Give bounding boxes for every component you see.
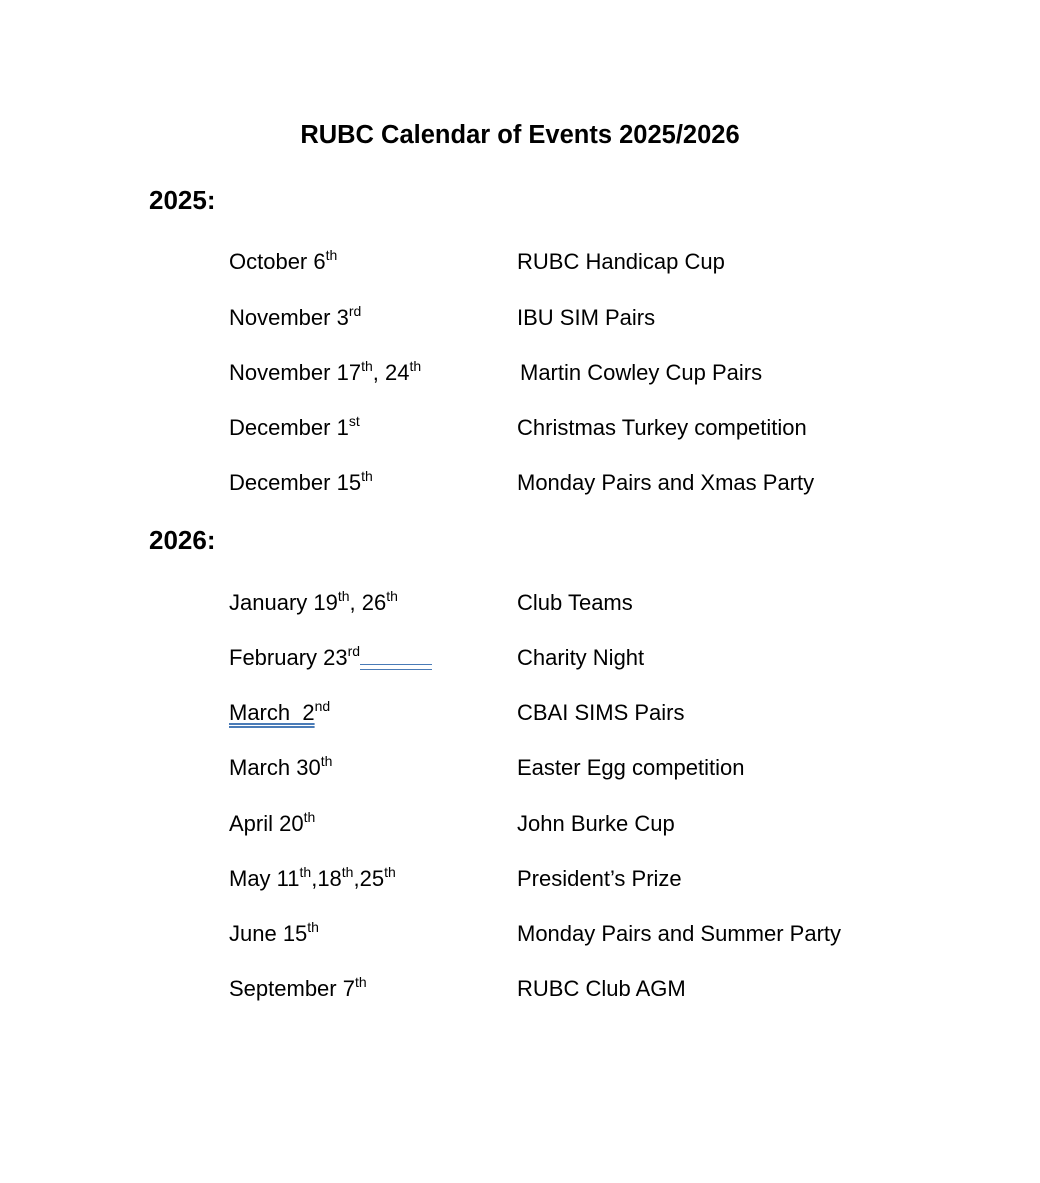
event-date: June 15th bbox=[229, 918, 319, 946]
event-row bbox=[0, 643, 1040, 673]
event-name: Charity Night bbox=[517, 645, 645, 670]
event-name: CBAI SIMS Pairs bbox=[517, 700, 685, 725]
event-row bbox=[0, 974, 1040, 1004]
event-date: December 1st bbox=[229, 412, 360, 440]
event-row bbox=[0, 698, 1040, 728]
event-date: January 19th, 26th bbox=[229, 587, 398, 615]
event-name: RUBC Handicap Cup bbox=[517, 249, 725, 274]
event-date: May 11th,18th,25th bbox=[229, 863, 396, 891]
event-date: October 6th bbox=[229, 246, 338, 274]
event-date: November 17th, 24th bbox=[229, 357, 422, 385]
event-date: March 2nd bbox=[229, 697, 331, 725]
event-row bbox=[0, 247, 1040, 277]
event-date: December 15th bbox=[229, 467, 373, 495]
event-row bbox=[0, 413, 1040, 443]
event-name: Club Teams bbox=[517, 590, 633, 615]
event-name: Martin Cowley Cup Pairs bbox=[520, 360, 763, 385]
event-row bbox=[0, 303, 1040, 333]
event-row bbox=[0, 864, 1040, 894]
proofing-underlined-text: March 2 bbox=[229, 700, 315, 725]
document-title: RUBC Calendar of Events 2025/2026 bbox=[300, 121, 740, 149]
event-name: John Burke Cup bbox=[517, 811, 675, 836]
event-name: Easter Egg competition bbox=[517, 755, 745, 780]
event-date: November 3rd bbox=[229, 302, 362, 330]
section-heading-2026: 2026: bbox=[149, 525, 216, 555]
section-heading-2025: 2025: bbox=[149, 185, 216, 215]
event-row bbox=[0, 468, 1040, 498]
event-row bbox=[0, 358, 1040, 388]
event-row bbox=[0, 753, 1040, 783]
proofing-underline-mark bbox=[360, 664, 432, 670]
event-row bbox=[0, 919, 1040, 949]
event-name: Monday Pairs and Summer Party bbox=[517, 921, 842, 946]
event-date: February 23rd bbox=[229, 643, 432, 673]
event-row bbox=[0, 588, 1040, 618]
event-name: RUBC Club AGM bbox=[517, 976, 686, 1001]
event-row bbox=[0, 809, 1040, 839]
event-name: President’s Prize bbox=[517, 866, 682, 891]
event-name: Monday Pairs and Xmas Party bbox=[517, 470, 815, 495]
event-name: Christmas Turkey competition bbox=[517, 415, 807, 440]
event-date: March 30th bbox=[229, 752, 333, 780]
event-name: IBU SIM Pairs bbox=[517, 305, 656, 330]
event-date: April 20th bbox=[229, 808, 316, 836]
event-date: September 7th bbox=[229, 973, 367, 1001]
